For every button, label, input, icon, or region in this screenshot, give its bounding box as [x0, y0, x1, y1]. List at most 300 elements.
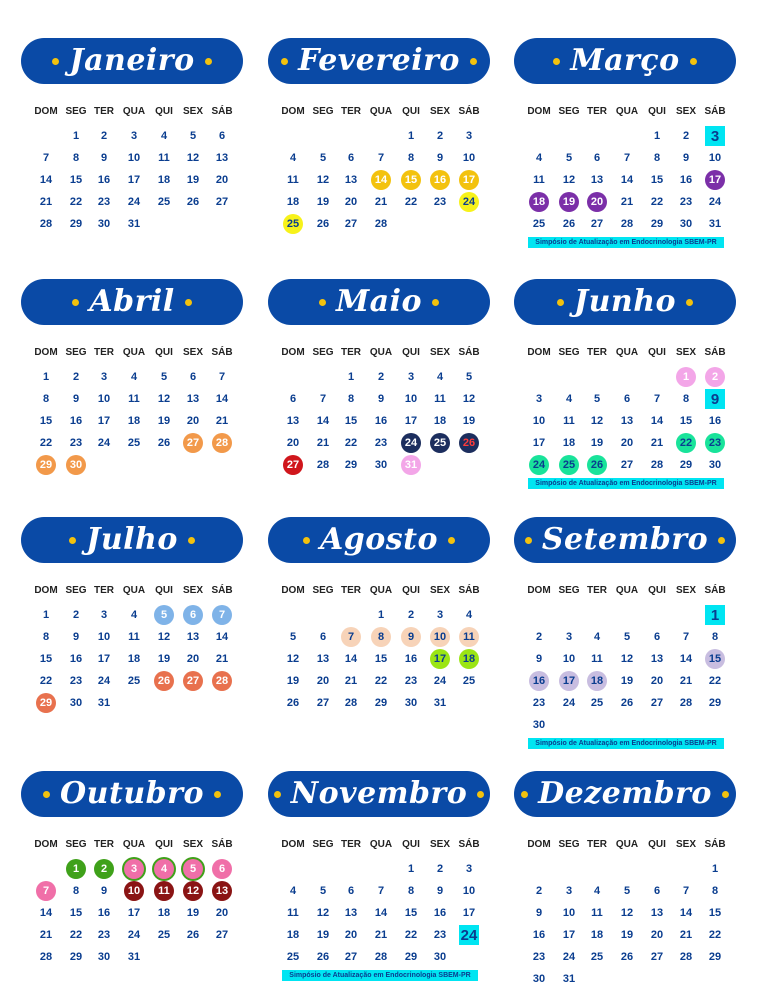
- day-cell[interactable]: 21: [215, 415, 229, 427]
- day-cell[interactable]: 18: [286, 929, 300, 941]
- highlighted-day[interactable]: 3: [124, 859, 144, 879]
- day-cell[interactable]: 9: [72, 393, 80, 405]
- day-cell[interactable]: 25: [286, 951, 300, 963]
- highlighted-day[interactable]: 10: [430, 627, 450, 647]
- highlighted-day[interactable]: 9: [705, 389, 725, 409]
- day-cell[interactable]: 10: [97, 631, 111, 643]
- day-cell[interactable]: 18: [590, 929, 604, 941]
- day-cell[interactable]: 2: [377, 371, 385, 383]
- day-cell[interactable]: 22: [69, 929, 83, 941]
- day-cell[interactable]: 3: [407, 371, 415, 383]
- day-cell[interactable]: 17: [532, 437, 546, 449]
- day-cell[interactable]: 18: [127, 653, 141, 665]
- day-cell[interactable]: 20: [286, 437, 300, 449]
- highlighted-day[interactable]: 6: [183, 605, 203, 625]
- highlighted-day[interactable]: 27: [183, 433, 203, 453]
- highlighted-day[interactable]: 7: [341, 627, 361, 647]
- day-cell[interactable]: 16: [69, 415, 83, 427]
- day-cell[interactable]: 23: [69, 675, 83, 687]
- day-cell[interactable]: 9: [535, 653, 543, 665]
- day-cell[interactable]: 21: [679, 675, 693, 687]
- day-cell[interactable]: 25: [127, 437, 141, 449]
- day-cell[interactable]: 23: [532, 951, 546, 963]
- day-cell[interactable]: 30: [532, 973, 546, 985]
- day-cell[interactable]: 1: [42, 609, 50, 621]
- day-cell[interactable]: 27: [590, 218, 604, 230]
- day-cell[interactable]: 24: [562, 951, 576, 963]
- day-cell[interactable]: 25: [127, 675, 141, 687]
- day-cell[interactable]: 2: [407, 609, 415, 621]
- day-cell[interactable]: 25: [157, 929, 171, 941]
- day-cell[interactable]: 30: [532, 719, 546, 731]
- day-cell[interactable]: 29: [708, 951, 722, 963]
- highlighted-day[interactable]: 16: [430, 170, 450, 190]
- day-cell[interactable]: 14: [215, 393, 229, 405]
- day-cell[interactable]: 21: [374, 929, 388, 941]
- day-cell[interactable]: 20: [186, 415, 200, 427]
- day-cell[interactable]: 25: [462, 675, 476, 687]
- highlighted-day[interactable]: 27: [283, 455, 303, 475]
- day-cell[interactable]: 16: [532, 929, 546, 941]
- day-cell[interactable]: 17: [462, 907, 476, 919]
- day-cell[interactable]: 4: [465, 609, 473, 621]
- day-cell[interactable]: 8: [72, 885, 80, 897]
- day-cell[interactable]: 9: [100, 152, 108, 164]
- highlighted-day[interactable]: 1: [705, 605, 725, 625]
- day-cell[interactable]: 21: [316, 437, 330, 449]
- day-cell[interactable]: 30: [69, 697, 83, 709]
- highlighted-day[interactable]: 26: [154, 671, 174, 691]
- day-cell[interactable]: 28: [620, 218, 634, 230]
- day-cell[interactable]: 3: [100, 371, 108, 383]
- highlighted-day[interactable]: 19: [559, 192, 579, 212]
- day-cell[interactable]: 20: [650, 675, 664, 687]
- day-cell[interactable]: 20: [650, 929, 664, 941]
- day-cell[interactable]: 6: [347, 885, 355, 897]
- highlighted-day[interactable]: 4: [154, 859, 174, 879]
- day-cell[interactable]: 11: [563, 415, 575, 427]
- day-cell[interactable]: 12: [186, 152, 200, 164]
- day-cell[interactable]: 28: [650, 459, 664, 471]
- day-cell[interactable]: 1: [72, 130, 80, 142]
- day-cell[interactable]: 27: [215, 196, 229, 208]
- highlighted-day[interactable]: 6: [212, 859, 232, 879]
- highlighted-day[interactable]: 29: [36, 693, 56, 713]
- day-cell[interactable]: 29: [344, 459, 358, 471]
- day-cell[interactable]: 22: [404, 196, 418, 208]
- day-cell[interactable]: 26: [186, 196, 200, 208]
- day-cell[interactable]: 17: [97, 415, 111, 427]
- day-cell[interactable]: 13: [620, 415, 634, 427]
- highlighted-day[interactable]: 23: [705, 433, 725, 453]
- highlighted-day[interactable]: 12: [183, 881, 203, 901]
- day-cell[interactable]: 1: [42, 371, 50, 383]
- day-cell[interactable]: 10: [404, 393, 418, 405]
- day-cell[interactable]: 9: [436, 152, 444, 164]
- day-cell[interactable]: 28: [374, 951, 388, 963]
- day-cell[interactable]: 4: [130, 371, 138, 383]
- highlighted-day[interactable]: 13: [212, 881, 232, 901]
- highlighted-day[interactable]: 2: [705, 367, 725, 387]
- day-cell[interactable]: 15: [650, 174, 664, 186]
- day-cell[interactable]: 15: [69, 174, 83, 186]
- day-cell[interactable]: 4: [593, 885, 601, 897]
- highlighted-day[interactable]: 20: [587, 192, 607, 212]
- day-cell[interactable]: 7: [623, 152, 631, 164]
- day-cell[interactable]: 5: [593, 393, 601, 405]
- day-cell[interactable]: 7: [319, 393, 327, 405]
- day-cell[interactable]: 18: [127, 415, 141, 427]
- day-cell[interactable]: 7: [218, 371, 226, 383]
- day-cell[interactable]: 27: [344, 218, 358, 230]
- day-cell[interactable]: 19: [462, 415, 476, 427]
- day-cell[interactable]: 4: [289, 885, 297, 897]
- highlighted-day[interactable]: 24: [459, 192, 479, 212]
- day-cell[interactable]: 4: [593, 631, 601, 643]
- day-cell[interactable]: 4: [436, 371, 444, 383]
- day-cell[interactable]: 14: [374, 907, 388, 919]
- day-cell[interactable]: 11: [128, 631, 140, 643]
- day-cell[interactable]: 8: [711, 631, 719, 643]
- day-cell[interactable]: 27: [620, 459, 634, 471]
- day-cell[interactable]: 16: [433, 907, 447, 919]
- day-cell[interactable]: 1: [377, 609, 385, 621]
- day-cell[interactable]: 23: [404, 675, 418, 687]
- day-cell[interactable]: 20: [215, 174, 229, 186]
- day-cell[interactable]: 29: [679, 459, 693, 471]
- day-cell[interactable]: 27: [650, 951, 664, 963]
- day-cell[interactable]: 5: [319, 152, 327, 164]
- day-cell[interactable]: 2: [436, 863, 444, 875]
- day-cell[interactable]: 5: [623, 885, 631, 897]
- highlighted-day[interactable]: 28: [212, 433, 232, 453]
- day-cell[interactable]: 28: [39, 951, 53, 963]
- day-cell[interactable]: 20: [186, 653, 200, 665]
- day-cell[interactable]: 8: [653, 152, 661, 164]
- day-cell[interactable]: 31: [127, 951, 141, 963]
- day-cell[interactable]: 9: [535, 907, 543, 919]
- day-cell[interactable]: 26: [562, 218, 576, 230]
- highlighted-day[interactable]: 26: [459, 433, 479, 453]
- highlighted-day[interactable]: 25: [283, 214, 303, 234]
- day-cell[interactable]: 6: [653, 631, 661, 643]
- day-cell[interactable]: 26: [157, 437, 171, 449]
- day-cell[interactable]: 14: [620, 174, 634, 186]
- day-cell[interactable]: 8: [347, 393, 355, 405]
- day-cell[interactable]: 6: [189, 371, 197, 383]
- day-cell[interactable]: 17: [97, 653, 111, 665]
- day-cell[interactable]: 3: [130, 130, 138, 142]
- highlighted-day[interactable]: 14: [371, 170, 391, 190]
- day-cell[interactable]: 30: [679, 218, 693, 230]
- day-cell[interactable]: 13: [344, 907, 358, 919]
- day-cell[interactable]: 29: [650, 218, 664, 230]
- day-cell[interactable]: 14: [316, 415, 330, 427]
- highlighted-day[interactable]: 15: [705, 649, 725, 669]
- day-cell[interactable]: 19: [316, 929, 330, 941]
- day-cell[interactable]: 19: [316, 196, 330, 208]
- day-cell[interactable]: 22: [39, 675, 53, 687]
- day-cell[interactable]: 21: [374, 196, 388, 208]
- day-cell[interactable]: 31: [708, 218, 722, 230]
- day-cell[interactable]: 21: [650, 437, 664, 449]
- day-cell[interactable]: 30: [708, 459, 722, 471]
- day-cell[interactable]: 2: [535, 631, 543, 643]
- day-cell[interactable]: 28: [374, 218, 388, 230]
- day-cell[interactable]: 27: [650, 697, 664, 709]
- day-cell[interactable]: 19: [620, 929, 634, 941]
- day-cell[interactable]: 19: [186, 174, 200, 186]
- day-cell[interactable]: 3: [436, 609, 444, 621]
- day-cell[interactable]: 13: [186, 393, 200, 405]
- day-cell[interactable]: 8: [682, 393, 690, 405]
- day-cell[interactable]: 13: [215, 152, 229, 164]
- day-cell[interactable]: 27: [316, 697, 330, 709]
- day-cell[interactable]: 7: [682, 631, 690, 643]
- day-cell[interactable]: 18: [433, 415, 447, 427]
- day-cell[interactable]: 16: [97, 174, 111, 186]
- day-cell[interactable]: 26: [286, 697, 300, 709]
- day-cell[interactable]: 2: [72, 371, 80, 383]
- day-cell[interactable]: 18: [286, 196, 300, 208]
- day-cell[interactable]: 13: [650, 653, 664, 665]
- day-cell[interactable]: 10: [562, 907, 576, 919]
- highlighted-day[interactable]: 3: [705, 126, 725, 146]
- day-cell[interactable]: 9: [682, 152, 690, 164]
- day-cell[interactable]: 12: [316, 907, 330, 919]
- day-cell[interactable]: 15: [374, 653, 388, 665]
- day-cell[interactable]: 6: [319, 631, 327, 643]
- highlighted-day[interactable]: 18: [529, 192, 549, 212]
- highlighted-day[interactable]: 25: [559, 455, 579, 475]
- day-cell[interactable]: 22: [404, 929, 418, 941]
- day-cell[interactable]: 2: [72, 609, 80, 621]
- day-cell[interactable]: 25: [590, 697, 604, 709]
- day-cell[interactable]: 28: [679, 697, 693, 709]
- highlighted-day[interactable]: 24: [460, 926, 478, 944]
- day-cell[interactable]: 19: [590, 437, 604, 449]
- highlighted-day[interactable]: 1: [676, 367, 696, 387]
- highlighted-day[interactable]: 11: [154, 881, 174, 901]
- day-cell[interactable]: 26: [186, 929, 200, 941]
- day-cell[interactable]: 17: [127, 907, 141, 919]
- day-cell[interactable]: 5: [319, 885, 327, 897]
- day-cell[interactable]: 10: [97, 393, 111, 405]
- day-cell[interactable]: 1: [407, 130, 415, 142]
- day-cell[interactable]: 7: [653, 393, 661, 405]
- day-cell[interactable]: 9: [436, 885, 444, 897]
- highlighted-day[interactable]: 9: [401, 627, 421, 647]
- day-cell[interactable]: 10: [462, 885, 476, 897]
- day-cell[interactable]: 24: [127, 196, 141, 208]
- day-cell[interactable]: 5: [289, 631, 297, 643]
- day-cell[interactable]: 30: [97, 951, 111, 963]
- day-cell[interactable]: 30: [433, 951, 447, 963]
- highlighted-day[interactable]: 17: [430, 649, 450, 669]
- day-cell[interactable]: 18: [157, 907, 171, 919]
- day-cell[interactable]: 8: [42, 393, 50, 405]
- highlighted-day[interactable]: 24: [401, 433, 421, 453]
- day-cell[interactable]: 10: [127, 152, 141, 164]
- day-cell[interactable]: 8: [407, 885, 415, 897]
- highlighted-day[interactable]: 15: [401, 170, 421, 190]
- day-cell[interactable]: 5: [160, 371, 168, 383]
- day-cell[interactable]: 17: [562, 929, 576, 941]
- day-cell[interactable]: 9: [100, 885, 108, 897]
- day-cell[interactable]: 15: [344, 415, 358, 427]
- highlighted-day[interactable]: 25: [430, 433, 450, 453]
- day-cell[interactable]: 15: [404, 907, 418, 919]
- day-cell[interactable]: 28: [316, 459, 330, 471]
- day-cell[interactable]: 29: [69, 951, 83, 963]
- day-cell[interactable]: 3: [565, 885, 573, 897]
- day-cell[interactable]: 15: [39, 653, 53, 665]
- day-cell[interactable]: 26: [316, 951, 330, 963]
- day-cell[interactable]: 6: [623, 393, 631, 405]
- day-cell[interactable]: 7: [42, 152, 50, 164]
- highlighted-day[interactable]: 11: [459, 627, 479, 647]
- day-cell[interactable]: 12: [316, 174, 330, 186]
- highlighted-day[interactable]: 7: [36, 881, 56, 901]
- day-cell[interactable]: 11: [287, 174, 299, 186]
- day-cell[interactable]: 13: [186, 631, 200, 643]
- day-cell[interactable]: 23: [69, 437, 83, 449]
- day-cell[interactable]: 11: [533, 174, 545, 186]
- highlighted-day[interactable]: 16: [529, 671, 549, 691]
- day-cell[interactable]: 22: [708, 675, 722, 687]
- highlighted-day[interactable]: 5: [154, 605, 174, 625]
- day-cell[interactable]: 22: [39, 437, 53, 449]
- day-cell[interactable]: 24: [127, 929, 141, 941]
- highlighted-day[interactable]: 30: [66, 455, 86, 475]
- day-cell[interactable]: 21: [344, 675, 358, 687]
- day-cell[interactable]: 12: [620, 907, 634, 919]
- highlighted-day[interactable]: 24: [529, 455, 549, 475]
- day-cell[interactable]: 20: [344, 196, 358, 208]
- day-cell[interactable]: 6: [653, 885, 661, 897]
- day-cell[interactable]: 6: [593, 152, 601, 164]
- day-cell[interactable]: 23: [97, 929, 111, 941]
- day-cell[interactable]: 20: [316, 675, 330, 687]
- day-cell[interactable]: 22: [374, 675, 388, 687]
- day-cell[interactable]: 10: [462, 152, 476, 164]
- day-cell[interactable]: 11: [434, 393, 446, 405]
- day-cell[interactable]: 10: [562, 653, 576, 665]
- day-cell[interactable]: 26: [620, 697, 634, 709]
- day-cell[interactable]: 4: [160, 130, 168, 142]
- day-cell[interactable]: 12: [462, 393, 476, 405]
- highlighted-day[interactable]: 17: [459, 170, 479, 190]
- day-cell[interactable]: 15: [69, 907, 83, 919]
- day-cell[interactable]: 12: [590, 415, 604, 427]
- day-cell[interactable]: 23: [433, 929, 447, 941]
- highlighted-day[interactable]: 5: [183, 859, 203, 879]
- day-cell[interactable]: 6: [218, 130, 226, 142]
- day-cell[interactable]: 29: [69, 218, 83, 230]
- highlighted-day[interactable]: 29: [36, 455, 56, 475]
- day-cell[interactable]: 22: [708, 929, 722, 941]
- day-cell[interactable]: 9: [72, 631, 80, 643]
- day-cell[interactable]: 10: [532, 415, 546, 427]
- day-cell[interactable]: 13: [286, 415, 300, 427]
- day-cell[interactable]: 23: [433, 196, 447, 208]
- day-cell[interactable]: 29: [374, 697, 388, 709]
- day-cell[interactable]: 24: [708, 196, 722, 208]
- day-cell[interactable]: 29: [708, 697, 722, 709]
- day-cell[interactable]: 8: [72, 152, 80, 164]
- day-cell[interactable]: 16: [679, 174, 693, 186]
- day-cell[interactable]: 4: [565, 393, 573, 405]
- highlighted-day[interactable]: 8: [371, 627, 391, 647]
- day-cell[interactable]: 13: [344, 174, 358, 186]
- day-cell[interactable]: 9: [377, 393, 385, 405]
- day-cell[interactable]: 21: [679, 929, 693, 941]
- day-cell[interactable]: 11: [287, 907, 299, 919]
- day-cell[interactable]: 12: [562, 174, 576, 186]
- highlighted-day[interactable]: 28: [212, 671, 232, 691]
- highlighted-day[interactable]: 27: [183, 671, 203, 691]
- day-cell[interactable]: 18: [562, 437, 576, 449]
- highlighted-day[interactable]: 17: [559, 671, 579, 691]
- day-cell[interactable]: 26: [316, 218, 330, 230]
- day-cell[interactable]: 5: [565, 152, 573, 164]
- day-cell[interactable]: 23: [374, 437, 388, 449]
- day-cell[interactable]: 16: [374, 415, 388, 427]
- day-cell[interactable]: 31: [127, 218, 141, 230]
- day-cell[interactable]: 4: [130, 609, 138, 621]
- day-cell[interactable]: 17: [404, 415, 418, 427]
- day-cell[interactable]: 24: [97, 675, 111, 687]
- day-cell[interactable]: 4: [535, 152, 543, 164]
- day-cell[interactable]: 22: [69, 196, 83, 208]
- day-cell[interactable]: 6: [289, 393, 297, 405]
- day-cell[interactable]: 21: [215, 653, 229, 665]
- highlighted-day[interactable]: 31: [401, 455, 421, 475]
- day-cell[interactable]: 1: [653, 130, 661, 142]
- highlighted-day[interactable]: 17: [705, 170, 725, 190]
- day-cell[interactable]: 7: [377, 885, 385, 897]
- day-cell[interactable]: 28: [344, 697, 358, 709]
- day-cell[interactable]: 19: [286, 675, 300, 687]
- day-cell[interactable]: 24: [97, 437, 111, 449]
- day-cell[interactable]: 5: [189, 130, 197, 142]
- day-cell[interactable]: 20: [620, 437, 634, 449]
- day-cell[interactable]: 3: [465, 863, 473, 875]
- day-cell[interactable]: 2: [682, 130, 690, 142]
- day-cell[interactable]: 15: [679, 415, 693, 427]
- day-cell[interactable]: 25: [157, 196, 171, 208]
- day-cell[interactable]: 3: [465, 130, 473, 142]
- day-cell[interactable]: 19: [620, 675, 634, 687]
- day-cell[interactable]: 15: [708, 907, 722, 919]
- day-cell[interactable]: 19: [157, 415, 171, 427]
- highlighted-day[interactable]: 18: [587, 671, 607, 691]
- day-cell[interactable]: 12: [157, 631, 171, 643]
- day-cell[interactable]: 2: [100, 130, 108, 142]
- day-cell[interactable]: 20: [344, 929, 358, 941]
- day-cell[interactable]: 31: [562, 973, 576, 985]
- day-cell[interactable]: 22: [344, 437, 358, 449]
- highlighted-day[interactable]: 18: [459, 649, 479, 669]
- day-cell[interactable]: 19: [157, 653, 171, 665]
- day-cell[interactable]: 13: [316, 653, 330, 665]
- day-cell[interactable]: 5: [623, 631, 631, 643]
- day-cell[interactable]: 23: [679, 196, 693, 208]
- day-cell[interactable]: 14: [679, 907, 693, 919]
- day-cell[interactable]: 5: [465, 371, 473, 383]
- day-cell[interactable]: 16: [69, 653, 83, 665]
- day-cell[interactable]: 1: [407, 863, 415, 875]
